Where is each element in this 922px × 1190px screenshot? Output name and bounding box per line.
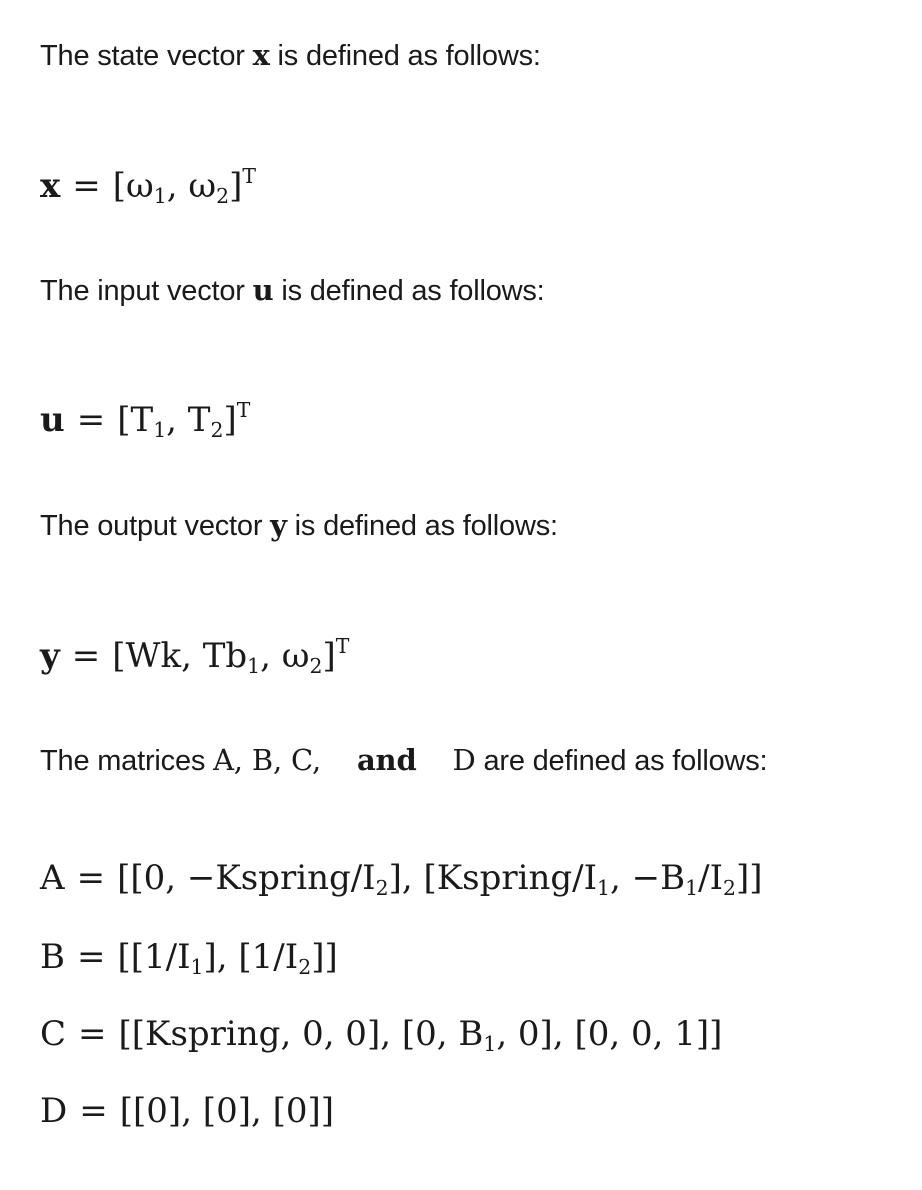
input-intro-after: is defined as follows: bbox=[273, 275, 545, 307]
matrix-c-equation bbox=[40, 1012, 722, 1066]
input-intro-before: The input vector bbox=[40, 275, 253, 307]
output-symbol: y bbox=[270, 508, 287, 542]
matrix-b-rel: = bbox=[77, 937, 106, 977]
matrices-intro-after: are defined as follows: bbox=[475, 745, 768, 777]
state-vector-intro bbox=[40, 37, 541, 74]
matrix-c-rel: = bbox=[78, 1014, 107, 1054]
state-intro-before: The state vector bbox=[40, 40, 253, 72]
matrix-c-rhs: [[Kspring, 0, 0], [0, $B_1$, 0], [0, 0, 1]] bbox=[118, 1014, 723, 1056]
matrix-a-lhs: A bbox=[40, 858, 65, 898]
matrix-a-rel: = bbox=[76, 858, 106, 898]
matrices-symbol-d: D bbox=[452, 743, 476, 777]
matrix-d-rel: = bbox=[79, 1091, 108, 1131]
matrix-d-equation bbox=[40, 1089, 334, 1133]
output-eq-rel: = bbox=[71, 636, 101, 676]
input-eq-rhs: [$T_1$, $T_2]^T$ bbox=[117, 398, 251, 442]
input-symbol: u bbox=[252, 273, 274, 307]
matrix-a-equation bbox=[40, 856, 763, 910]
matrix-d-lhs: D bbox=[40, 1091, 68, 1131]
state-symbol: x bbox=[252, 38, 270, 72]
state-eq-lhs: x bbox=[40, 166, 61, 206]
matrix-b-equation bbox=[40, 935, 338, 989]
matrix-c-lhs: C bbox=[40, 1014, 67, 1054]
matrix-b-rhs: [$[1/I_1]$, $[1/I_2]$] bbox=[117, 937, 338, 979]
output-intro-before: The output vector bbox=[40, 510, 271, 542]
matrices-intro-before: The matrices bbox=[40, 745, 214, 777]
output-vector-intro bbox=[40, 507, 558, 544]
input-eq-rel: = bbox=[76, 400, 106, 440]
matrices-and-word: and bbox=[356, 743, 417, 777]
state-equation bbox=[40, 154, 256, 218]
matrix-b-lhs: B bbox=[40, 937, 65, 977]
matrix-a-rhs: [[0, $-Kspring/I_2$], [$Kspring/I_1$, $-B_1/I_2$]] bbox=[117, 858, 763, 900]
output-eq-lhs: y bbox=[40, 636, 60, 676]
output-intro-after: is defined as follows: bbox=[286, 510, 558, 542]
input-eq-lhs: u bbox=[40, 400, 65, 440]
matrices-symbols: A, B, C, bbox=[213, 743, 321, 777]
matrix-d-rhs: [[0], [0], [0]] bbox=[119, 1091, 335, 1131]
state-eq-rhs: [$\omega_1$, $\omega_2]^T$ bbox=[112, 164, 256, 208]
input-vector-intro bbox=[40, 272, 545, 309]
state-intro-after: is defined as follows: bbox=[269, 40, 541, 72]
input-equation bbox=[40, 388, 250, 452]
output-equation bbox=[40, 624, 349, 688]
output-eq-rhs: [Wk, $Tb_1$, $\omega_2]^T$ bbox=[112, 634, 350, 678]
state-eq-rel: = bbox=[72, 166, 101, 206]
matrices-intro bbox=[40, 742, 767, 779]
